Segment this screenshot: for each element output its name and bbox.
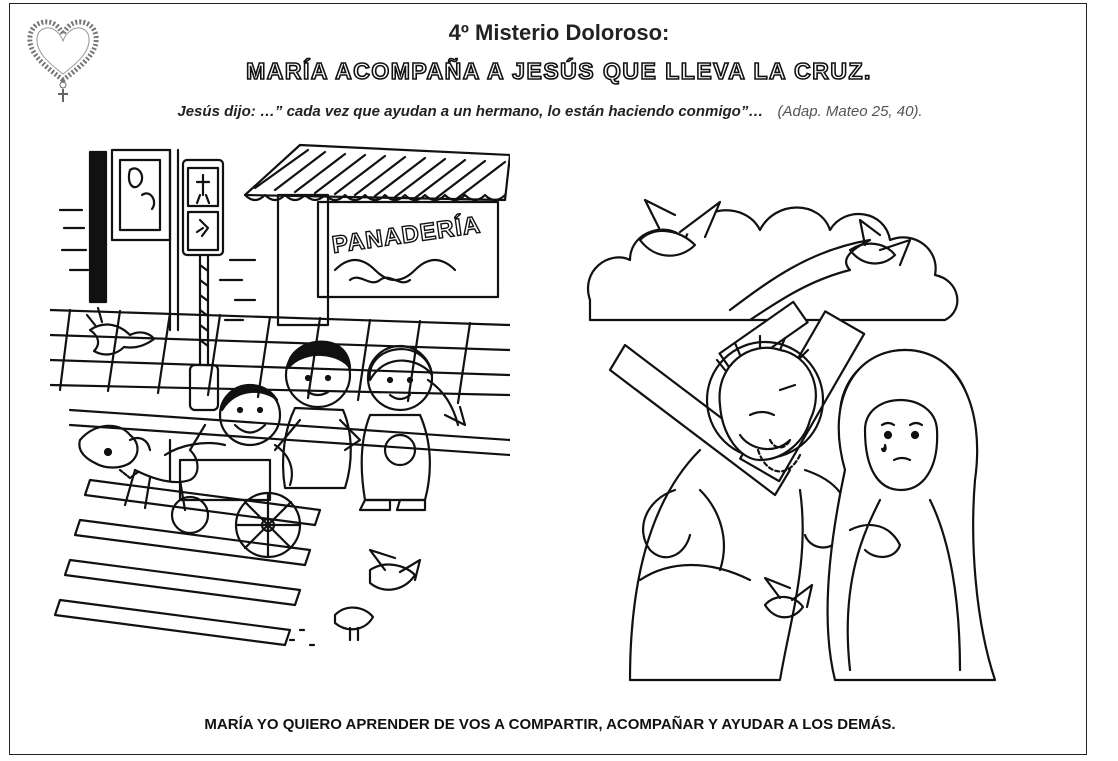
scripture-quote <box>0 103 1100 120</box>
jesus-mary-illustration <box>580 150 1030 690</box>
closing-prayer: MARÍA YO QUIERO APRENDER DE VOS A COMPARTIR, ACOMPAÑAR Y AYUDAR A LOS DEMÁS. <box>204 716 896 733</box>
street-scene-illustration <box>50 140 510 670</box>
page-title: 4º Misterio Doloroso: <box>448 20 670 45</box>
quote-reference: (Adap. Mateo 25, 40). <box>777 103 923 120</box>
shop-sign: PANADERÍA <box>330 211 483 259</box>
page-subtitle: MARÍA ACOMPAÑA A JESÚS QUE LLEVA LA CRUZ. <box>246 58 872 84</box>
quote-text: Jesús dijo: …” cada vez que ayudan a un hermano, lo están haciendo conmigo”… <box>177 103 764 120</box>
